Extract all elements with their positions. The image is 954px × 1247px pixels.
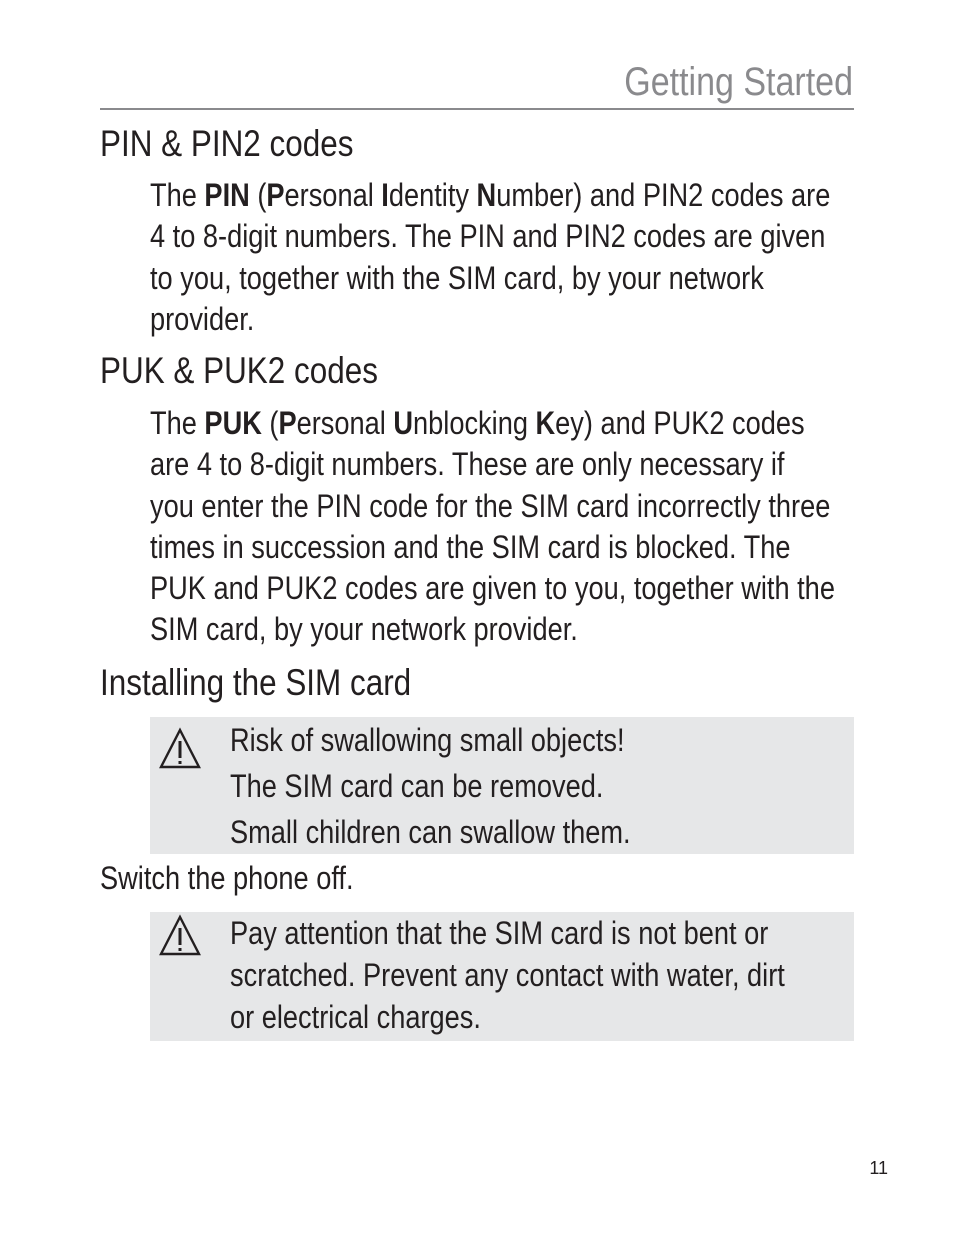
pin-paragraph [150,175,855,340]
text-run: The [150,405,205,441]
warning-text-swallowing [230,717,831,855]
pin-term: PIN [204,177,250,213]
header-rule [100,108,854,110]
pin-line-2: 4 to 8-digit numbers. The PIN and PIN2 codes are given [150,218,826,255]
text-run: ( [261,405,279,441]
puk-section-heading: PUK & PUK2 codes [100,350,378,391]
acronym-letter: I [381,177,389,213]
warning-box-sim-care [150,912,854,1041]
text-run: nblocking [413,405,536,441]
text-run: ( [249,177,267,213]
warning-triangle-icon [158,914,202,958]
warning-triangle-icon [158,727,202,771]
text-run: umber) and PIN2 codes are [496,177,831,213]
running-title: Getting Started [624,60,853,104]
warning-text-sim-care [230,912,831,1038]
puk-line-3: you enter the PIN code for the SIM card incorrectly three [150,487,831,524]
puk-line-5: PUK and PUK2 codes are given to you, together with the [150,570,835,607]
warning-line-1: Pay attention that the SIM card is not bent or [230,915,769,951]
pin-line-3: to you, together with the SIM card, by your network [150,259,764,296]
pin-section-heading: PIN & PIN2 codes [100,123,354,164]
puk-term: PUK [204,405,262,441]
page-number: 11 [869,1158,888,1178]
step-switch-off: Switch the phone off. [100,860,354,896]
warning-box-swallowing [150,717,854,854]
text-run: The [150,177,205,213]
acronym-letter: P [266,177,285,213]
sim-section-heading: Installing the SIM card [100,662,412,703]
acronym-letter: U [393,405,414,441]
pin-line-4: provider. [150,300,255,337]
text-run: ersonal [284,177,382,213]
puk-line-1 [150,403,805,444]
puk-line-4: times in succession and the SIM card is blocked. The [150,528,791,565]
text-run: ersonal [296,405,394,441]
acronym-letter: K [535,405,556,441]
warning-line-3: Small children can swallow them. [230,814,631,850]
puk-line-2: are 4 to 8-digit numbers. These are only necessary if [150,446,785,483]
acronym-letter: P [278,405,297,441]
text-run: dentity [388,177,477,213]
warning-line-2: scratched. Prevent any contact with water, dirt [230,957,785,993]
warning-line-2: The SIM card can be removed. [230,768,604,804]
warning-line-1: Risk of swallowing small objects! [230,722,625,758]
puk-paragraph [150,403,855,651]
pin-line-1 [150,175,831,216]
warning-line-3: or electrical charges. [230,999,481,1035]
acronym-letter: N [476,177,497,213]
text-run: ey) and PUK2 codes [555,405,805,441]
puk-line-6: SIM card, by your network provider. [150,611,578,648]
